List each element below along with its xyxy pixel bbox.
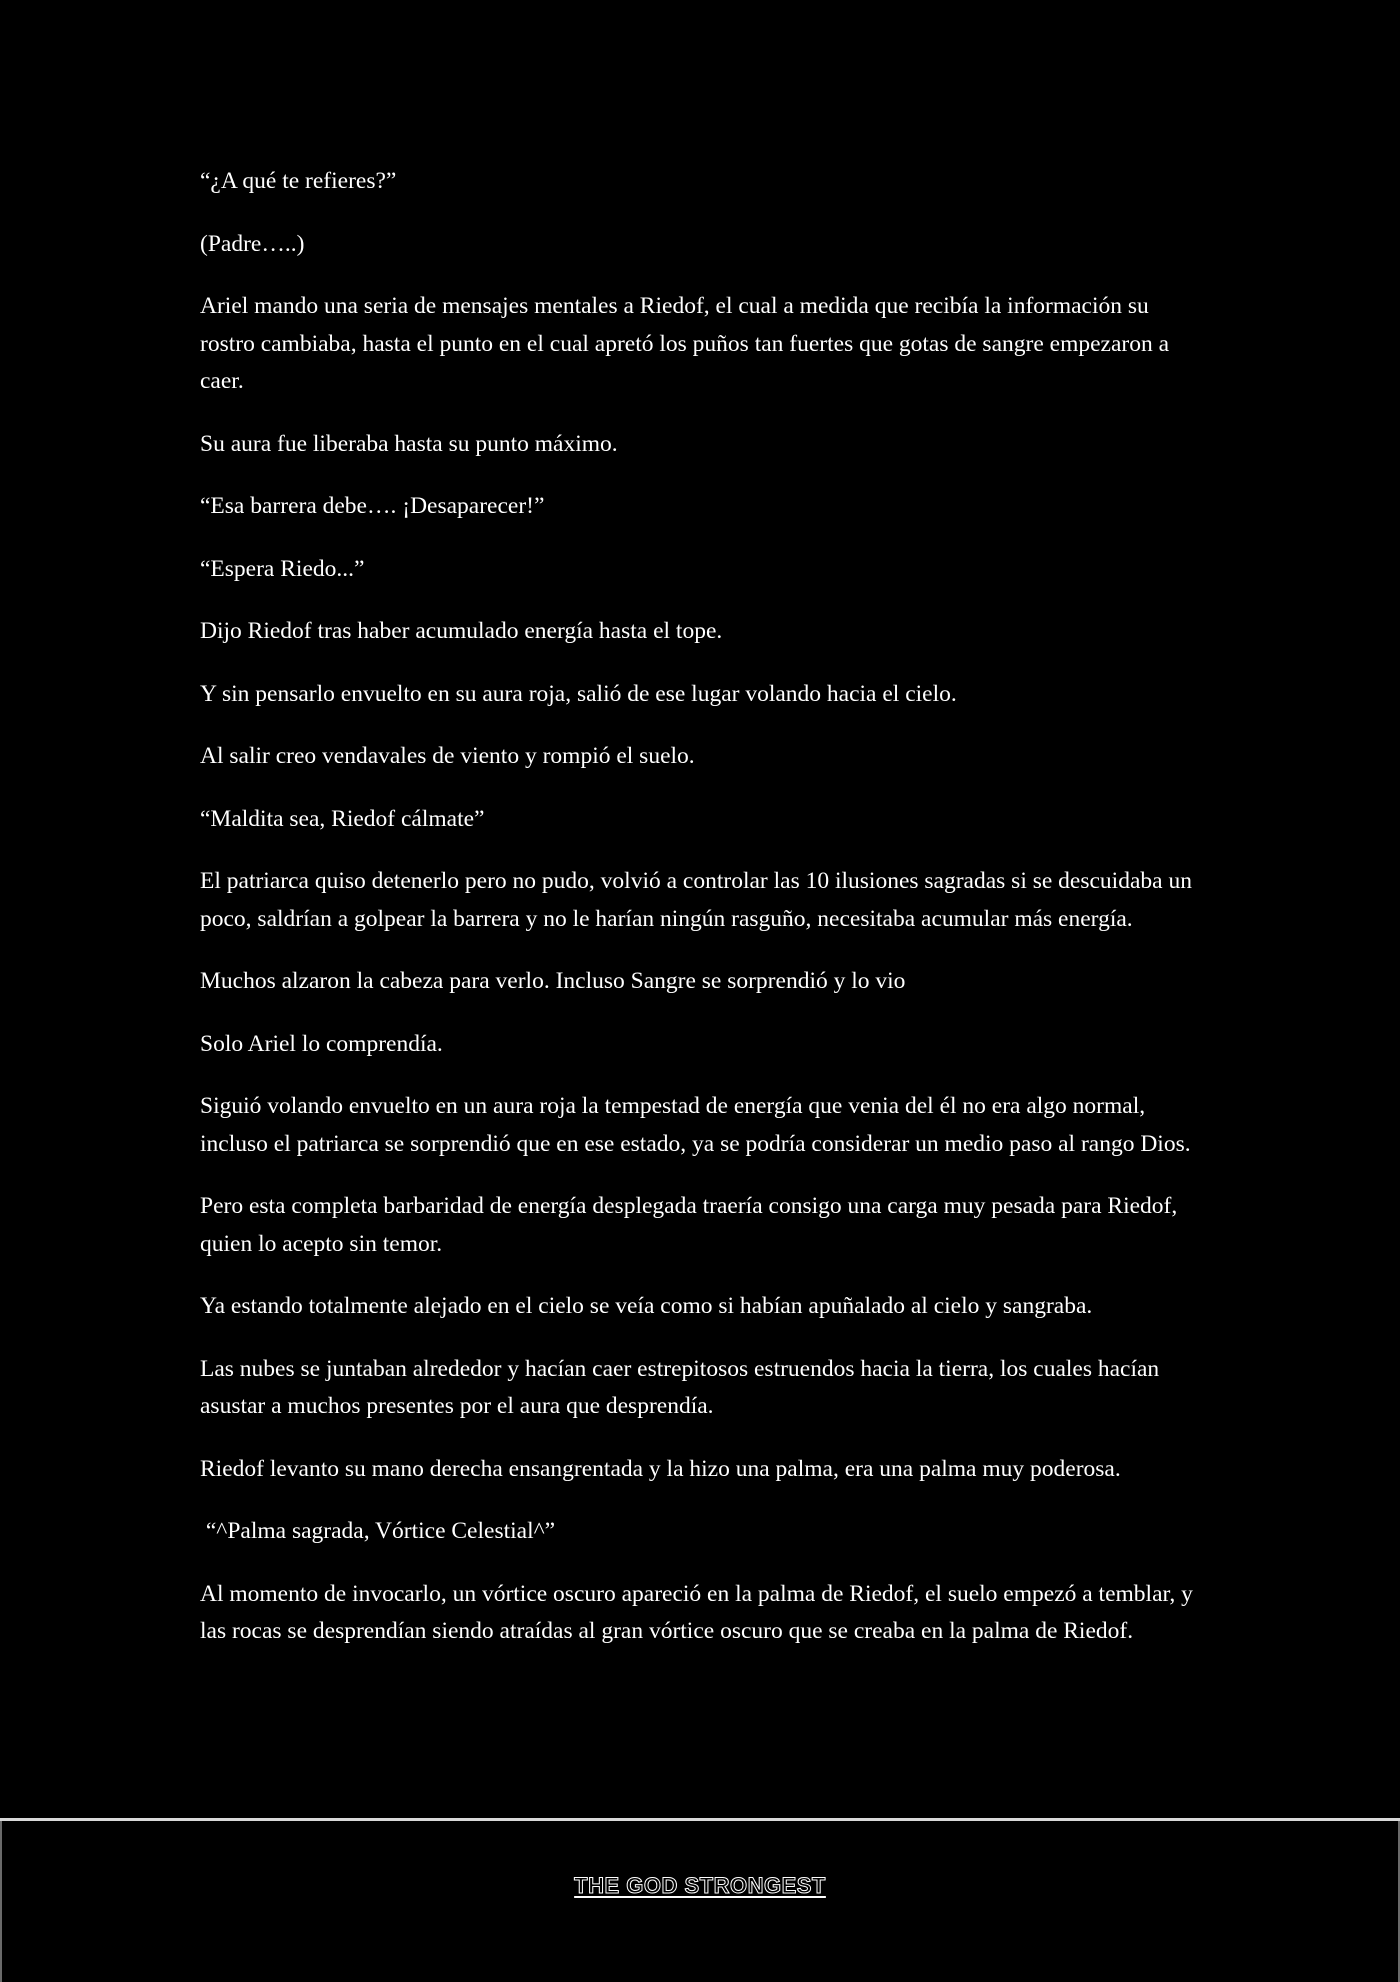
paragraph: Muchos alzaron la cabeza para verlo. Incluso Sangre se sorprendió y lo vio <box>200 968 906 994</box>
paragraph: “Maldita sea, Riedof cálmate” <box>200 805 485 832</box>
paragraph: El patriarca quiso detenerlo pero no pudo, volvió a controlar las 10 ilusiones sagradas si se descuidaba un poco, saldrían a golpear la barrera y no le harían ningún rasguño, necesitaba acumular más energía. <box>200 868 1198 932</box>
paragraph: Su aura fue liberaba hasta su punto máximo. <box>200 430 618 457</box>
paragraph: Siguió volando envuelto en un aura roja la tempestad de energía que venia del él no era algo normal, incluso el patriarca se sorprendió que en ese estado, ya se podría considerar un medio paso al rango Dios. <box>200 1093 1191 1157</box>
document-body <box>200 163 1205 1676</box>
paragraph: “Espera Riedo...” <box>200 555 365 582</box>
footer-frame <box>0 1821 1400 1982</box>
paragraph: Al salir creo vendavales de viento y rompió el suelo. <box>200 743 695 769</box>
paragraph: Riedof levanto su mano derecha ensangrentada y la hizo una palma, era una palma muy poderosa. <box>200 1455 1121 1482</box>
footer-banner <box>0 1818 1400 1979</box>
paragraph: “^Palma sagrada, Vórtice Celestial^” <box>200 1518 556 1544</box>
paragraph: “¿A qué te refieres?” <box>200 168 397 194</box>
paragraph: Solo Ariel lo comprendía. <box>200 1030 443 1057</box>
paragraph: Dijo Riedof tras haber acumulado energía hasta el tope. <box>200 618 723 644</box>
paragraph: Ya estando totalmente alejado en el cielo se veía como si habían apuñalado al cielo y sangraba. <box>200 1293 1093 1319</box>
paragraph: “Esa barrera debe…. ¡Desaparecer!” <box>200 493 545 519</box>
paragraph: Pero esta completa barbaridad de energía desplegada traería consigo una carga muy pesada para Riedof, quien lo acepto sin temor. <box>200 1193 1184 1257</box>
paragraph: Ariel mando una seria de mensajes mentales a Riedof, el cual a medida que recibía la información su rostro cambiaba, hasta el punto en el cual apretó los puños tan fuertes que gotas de sangre empezaron a caer. <box>200 293 1175 394</box>
footer-logo: THE GOD STRONGEST <box>574 1873 826 1898</box>
paragraph: Y sin pensarlo envuelto en su aura roja, salió de ese lugar volando hacia el cielo. <box>200 680 957 707</box>
paragraph: (Padre…..) <box>200 230 305 257</box>
paragraph: Al momento de invocarlo, un vórtice oscuro apareció en la palma de Riedof, el suelo empezó a temblar, y las rocas se desprendían siendo atraídas al gran vórtice oscuro que se creaba en la palma de Riedof. <box>200 1580 1199 1644</box>
paragraph: Las nubes se juntaban alrededor y hacían caer estrepitosos estruendos hacia la tierra, los cuales hacían asustar a muchos presentes por el aura que desprendía. <box>200 1355 1166 1419</box>
